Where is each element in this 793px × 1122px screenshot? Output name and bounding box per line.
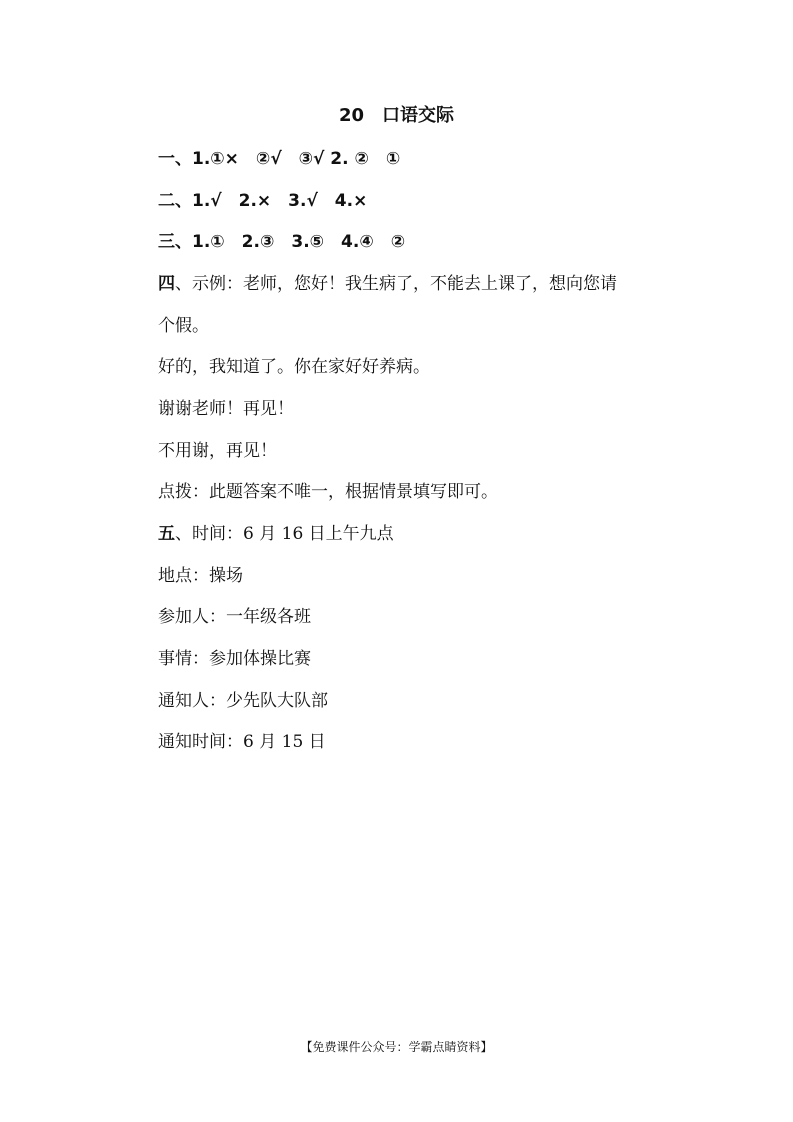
section-4-line-2: 个假。 bbox=[158, 316, 209, 336]
section-2-answers: 1.√ 2.× 3.√ 4.× bbox=[192, 191, 368, 211]
answer-section-4 bbox=[158, 271, 617, 297]
page-title: 20 口语交际 bbox=[338, 105, 455, 126]
section-5-event: 事情：参加体操比赛 bbox=[158, 649, 311, 669]
answer-section-2 bbox=[158, 188, 367, 214]
section-3-label: 三、 bbox=[158, 232, 192, 252]
section-4-hint: 点拨：此题答案不唯一，根据情景填写即可。 bbox=[158, 482, 498, 502]
page-footer: 【免费课件公众号：学霸点睛资料】 bbox=[300, 1040, 493, 1054]
section-4-label: 四 bbox=[158, 274, 175, 294]
section-4-line-1: 、示例：老师，您好！我生病了，不能去上课了，想向您请 bbox=[175, 274, 617, 294]
answer-section-5 bbox=[158, 521, 394, 547]
section-5-label: 五 bbox=[158, 524, 175, 544]
section-4-line-4: 谢谢老师！再见！ bbox=[158, 399, 294, 419]
answer-section-3 bbox=[158, 229, 405, 255]
section-2-label: 二、 bbox=[158, 191, 192, 211]
answer-section-1 bbox=[158, 146, 400, 172]
section-5-notifier: 通知人：少先队大队部 bbox=[158, 691, 328, 711]
section-4-line-3: 好的，我知道了。你在家好好养病。 bbox=[158, 357, 430, 377]
section-3-answers: 1.① 2.③ 3.⑤ 4.④ ② bbox=[192, 232, 406, 252]
section-5-participants: 参加人：一年级各班 bbox=[158, 607, 311, 627]
section-5-place: 地点：操场 bbox=[158, 566, 243, 586]
section-1-answers: 1.①× ②√ ③√ 2. ② ① bbox=[192, 149, 401, 169]
section-5-time: 、时间：6 月 16 日上午九点 bbox=[175, 524, 394, 544]
section-1-label: 一、 bbox=[158, 149, 192, 169]
section-5-notice-date: 通知时间：6 月 15 日 bbox=[158, 732, 326, 752]
section-4-line-5: 不用谢，再见！ bbox=[158, 441, 277, 461]
